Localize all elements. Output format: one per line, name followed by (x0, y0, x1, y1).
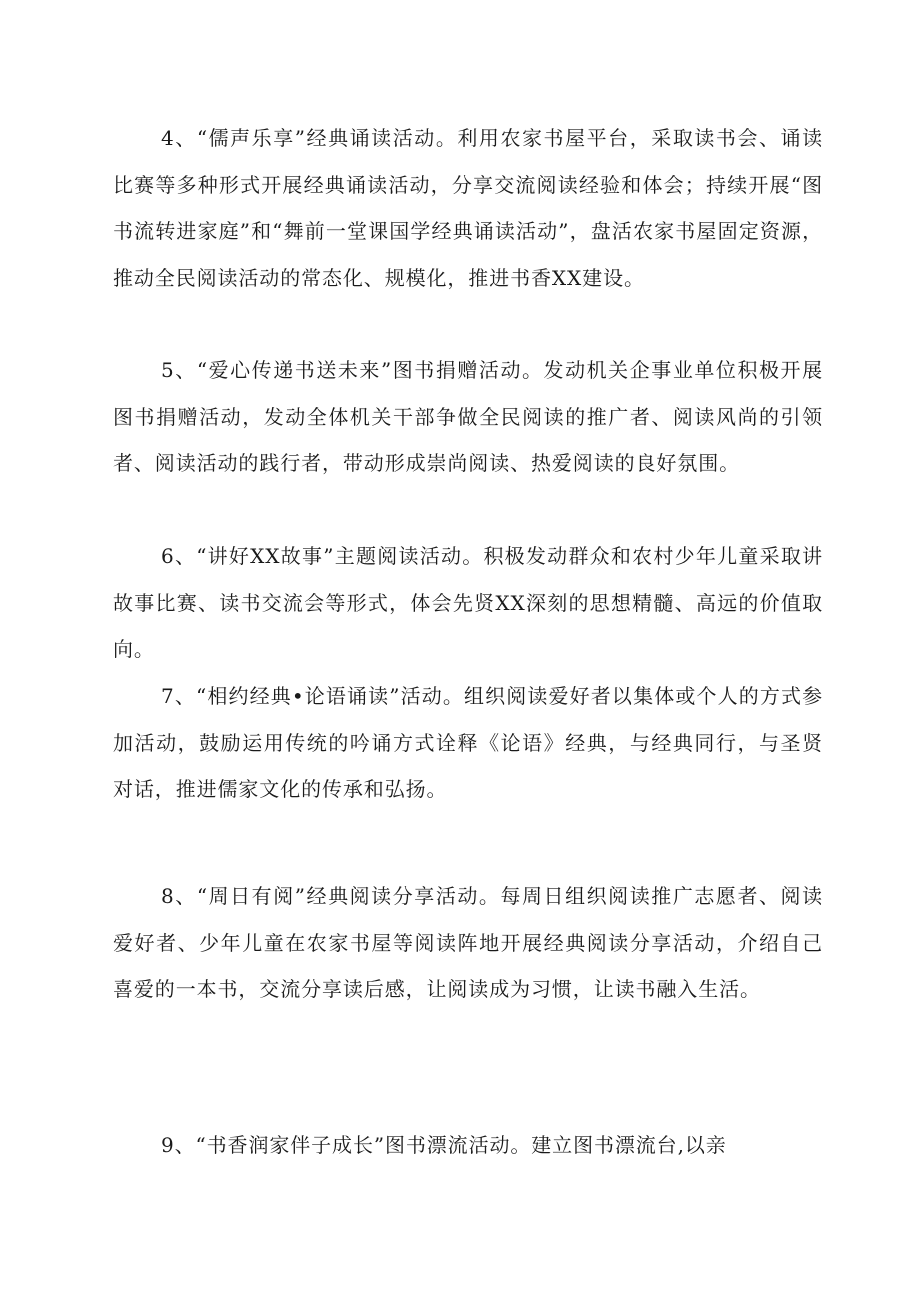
paragraph-item-4: 4、“儒声乐享”经典诵读活动。利用农家书屋平台，采取读书会、诵读比赛等多种形式开展经典诵读活动，分享交流阅读经验和体会；持续开展“图书流转进家庭”和“舞前一堂课国学经典诵读活动”，盘活农家书屋固定资源，推动全民阅读活动的常态化、规模化，推进书香XX建设。 (113, 126, 823, 290)
paragraph-item-8: 8、“周日有阅”经典阅读分享活动。每周日组织阅读推广志愿者、阅读爱好者、少年儿童在农家书屋等阅读阵地开展经典阅读分享活动，介绍自己喜爱的一本书，交流分享读后感，让阅读成为习惯，让读书融入生活。 (113, 884, 823, 1001)
paragraph-item-6: 6、“讲好XX故事”主题阅读活动。积极发动群众和农村少年儿童采取讲故事比赛、读书交流会等形式，体会先贤XX深刻的思想精髓、高远的价值取向。 (113, 544, 823, 661)
paragraph-item-9: 9、“书香润家伴子成长”图书漂流活动。建立图书漂流台,以亲 (161, 1133, 727, 1157)
paragraph-item-5: 5、“爱心传递书送未来”图书捐赠活动。发动机关企事业单位积极开展图书捐赠活动，发动全体机关干部争做全民阅读的推广者、阅读风尚的引领者、阅读活动的践行者，带动形成崇尚阅读、热爱阅读的良好氛围。 (113, 358, 823, 475)
paragraph-item-7: 7、“相约经典•论语诵读”活动。组织阅读爱好者以集体或个人的方式参加活动，鼓励运用传统的吟诵方式诠释《论语》经典，与经典同行，与圣贤对话，推进儒家文化的传承和弘扬。 (113, 684, 823, 801)
